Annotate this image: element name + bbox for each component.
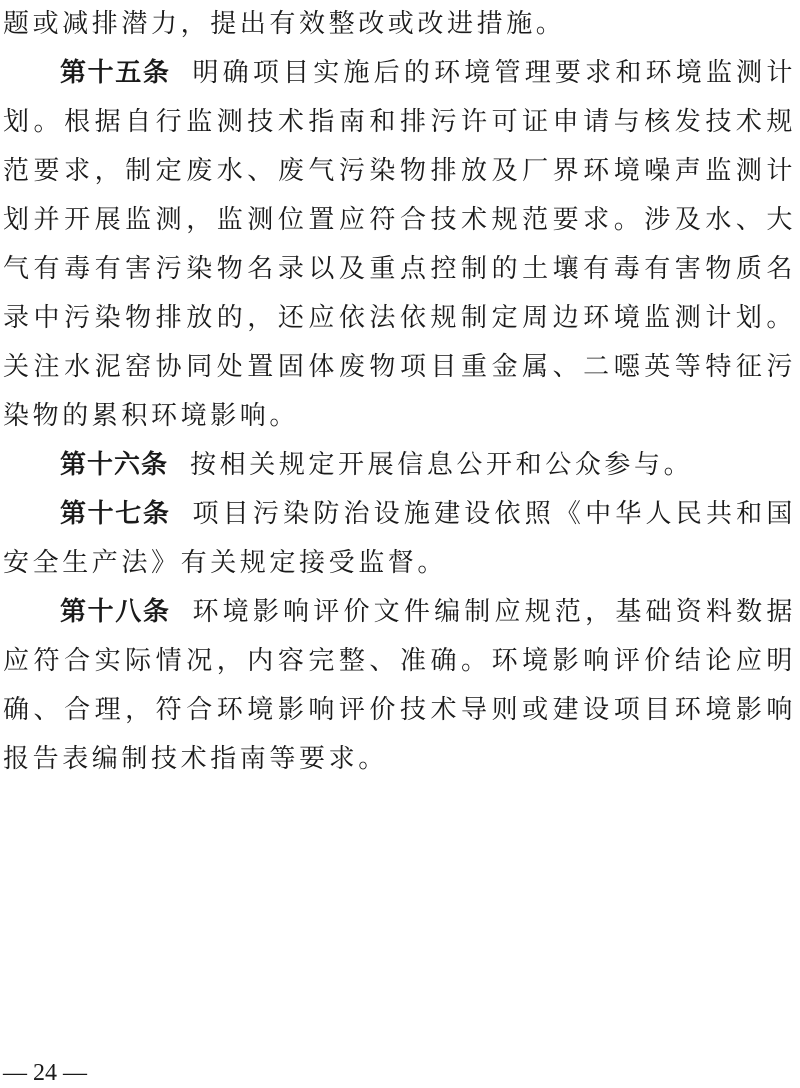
article-number: 第十八条 xyxy=(60,597,171,627)
document-body xyxy=(3,0,796,784)
article-text: 按相关规定开展信息公开和公众参与。 xyxy=(190,450,694,480)
article-text: 环境影响评价文件编制应规范，基础资料数据应符合实际情况，内容完整、准确。环境影响评价结论应明确、合理，符合环境影响评价技术导则或建设项目环境影响报告表编制技术指南等要求。 xyxy=(3,597,796,774)
article-16 xyxy=(3,441,796,490)
article-number: 第十七条 xyxy=(60,499,171,529)
article-15 xyxy=(3,49,796,441)
article-number: 第十五条 xyxy=(60,58,171,88)
article-17 xyxy=(3,490,796,588)
article-number: 第十六条 xyxy=(60,450,169,480)
paragraph-text: 题或减排潜力，提出有效整改或改进措施。 xyxy=(3,9,566,39)
article-18 xyxy=(3,588,796,784)
article-text: 项目污染防治设施建设依照《中华人民共和国安全生产法》有关规定接受监督。 xyxy=(3,499,796,578)
paragraph-continuation xyxy=(3,0,796,49)
article-text: 明确项目实施后的环境管理要求和环境监测计划。根据自行监测技术指南和排污许可证申请与核发技术规范要求，制定废水、废气污染物排放及厂界环境噪声监测计划并开展监测，监测位置应符合技术规范要求。涉及水、大气有毒有害污染物名录以及重点控制的土壤有毒有害物质名录中污染物排放的，还应依法依规制定周边环境监测计划。关注水泥窑协同处置固体废物项目重金属、二噁英等特征污染物的累积环境影响。 xyxy=(3,58,796,431)
page-number: — 24 — xyxy=(3,1060,87,1086)
